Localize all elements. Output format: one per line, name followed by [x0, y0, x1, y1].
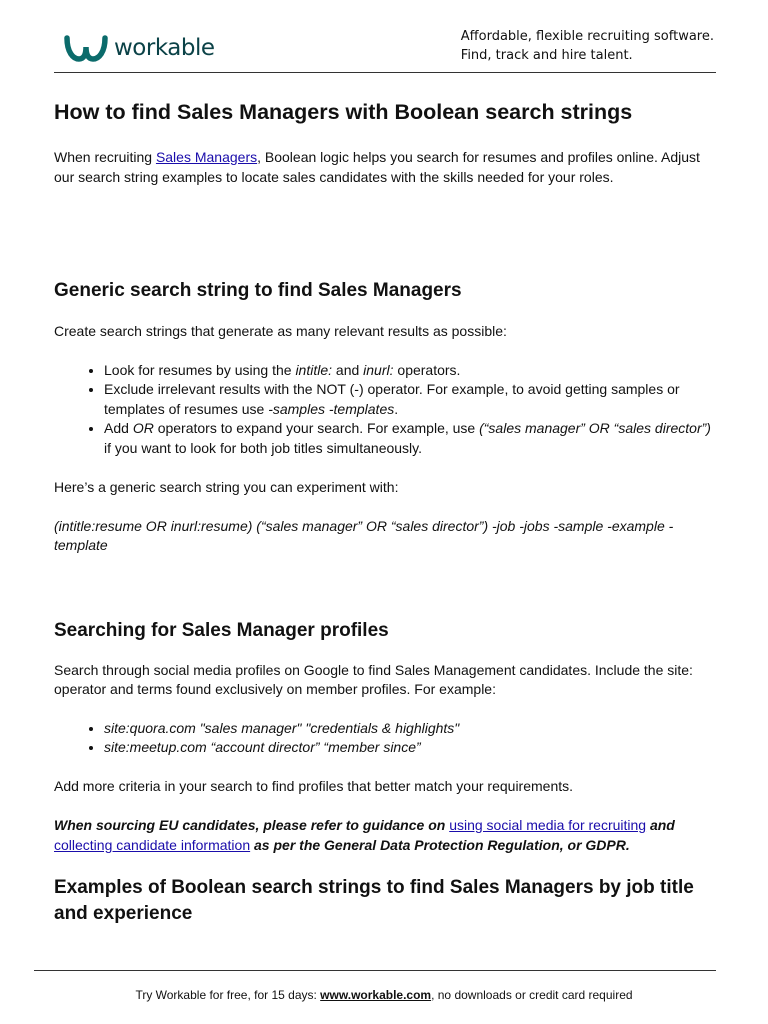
footer-text-start: Try Workable for free, for 15 days: [135, 988, 321, 1002]
intro-paragraph [54, 148, 719, 187]
list-item: • site:quora.com "sales manager" "credentials & highlights" [104, 719, 719, 739]
page-header [54, 24, 716, 72]
logo-wordmark: workable [114, 35, 215, 61]
workable-website-link[interactable]: www.workable.com [320, 988, 432, 1002]
workable-logo-icon [64, 34, 108, 62]
profiles-lead-paragraph: Search through social media profiles on Google to find Sales Management candidates. Include the site: operator and terms found exclusively on member profiles. For example: [54, 661, 693, 697]
list-item: • Add OR operators to expand your search. For example, use (“sales manager” OR “sales director”) if you want to look for both job titles simultaneously. [104, 419, 719, 458]
generic-lead-paragraph: Create search strings that generate as many relevant results as possible: [54, 323, 507, 339]
header-tagline [461, 27, 714, 65]
footer-divider [34, 970, 716, 971]
social-media-recruiting-link[interactable]: using social media for recruiting [449, 817, 647, 833]
list-item: • Exclude irrelevant results with the NOT (-) operator. For example, to avoid getting samples or templates of resumes use -samples -templates. [104, 380, 719, 419]
generic-search-string: (intitle:resume OR inurl:resume) (“sales manager” OR “sales director”) -job -jobs -sample -example -template [54, 517, 674, 553]
intro-text-start: When recruiting [54, 149, 156, 165]
article-body [54, 98, 719, 927]
intro-text-end: , Boolean logic helps you search for resumes and profiles online. Adjust our search string examples to locate sales candidates with the skills needed for your roles. [54, 149, 700, 185]
profiles-examples-list [54, 719, 719, 758]
generic-tips-list [54, 361, 719, 459]
page-footer [0, 988, 768, 1002]
workable-logo[interactable] [64, 28, 215, 68]
tagline-line-2: Find, track and hire talent. [460, 48, 633, 63]
footer-text-end: , no downloads or credit card required [431, 988, 633, 1002]
example-lead-paragraph: Here’s a generic search string you can experiment with: [54, 479, 399, 495]
header-divider [54, 72, 716, 73]
sales-managers-link[interactable]: Sales Managers [155, 149, 258, 165]
list-item: • Look for resumes by using the intitle: and inurl: operators. [104, 361, 719, 381]
gdpr-notice: When sourcing EU candidates, please refer to guidance on using social media for recruiting and collecting candidate information as per the General Data Protection Regulation, or GDPR. [54, 817, 675, 853]
section-heading-examples: Examples of Boolean search strings to find Sales Managers by job title and experience [54, 877, 694, 924]
page-title: How to find Sales Managers with Boolean search strings [54, 100, 633, 124]
candidate-information-link[interactable]: collecting candidate information [54, 836, 251, 853]
section-heading-profiles: Searching for Sales Manager profiles [54, 619, 389, 641]
tagline-line-1: Affordable, flexible recruiting software. [460, 29, 714, 44]
list-item: • site:meetup.com “account director” “member since” [104, 738, 719, 758]
section-heading-generic: Generic search string to find Sales Managers [54, 280, 462, 301]
more-criteria-paragraph: Add more criteria in your search to find profiles that better match your requirements. [54, 777, 574, 794]
